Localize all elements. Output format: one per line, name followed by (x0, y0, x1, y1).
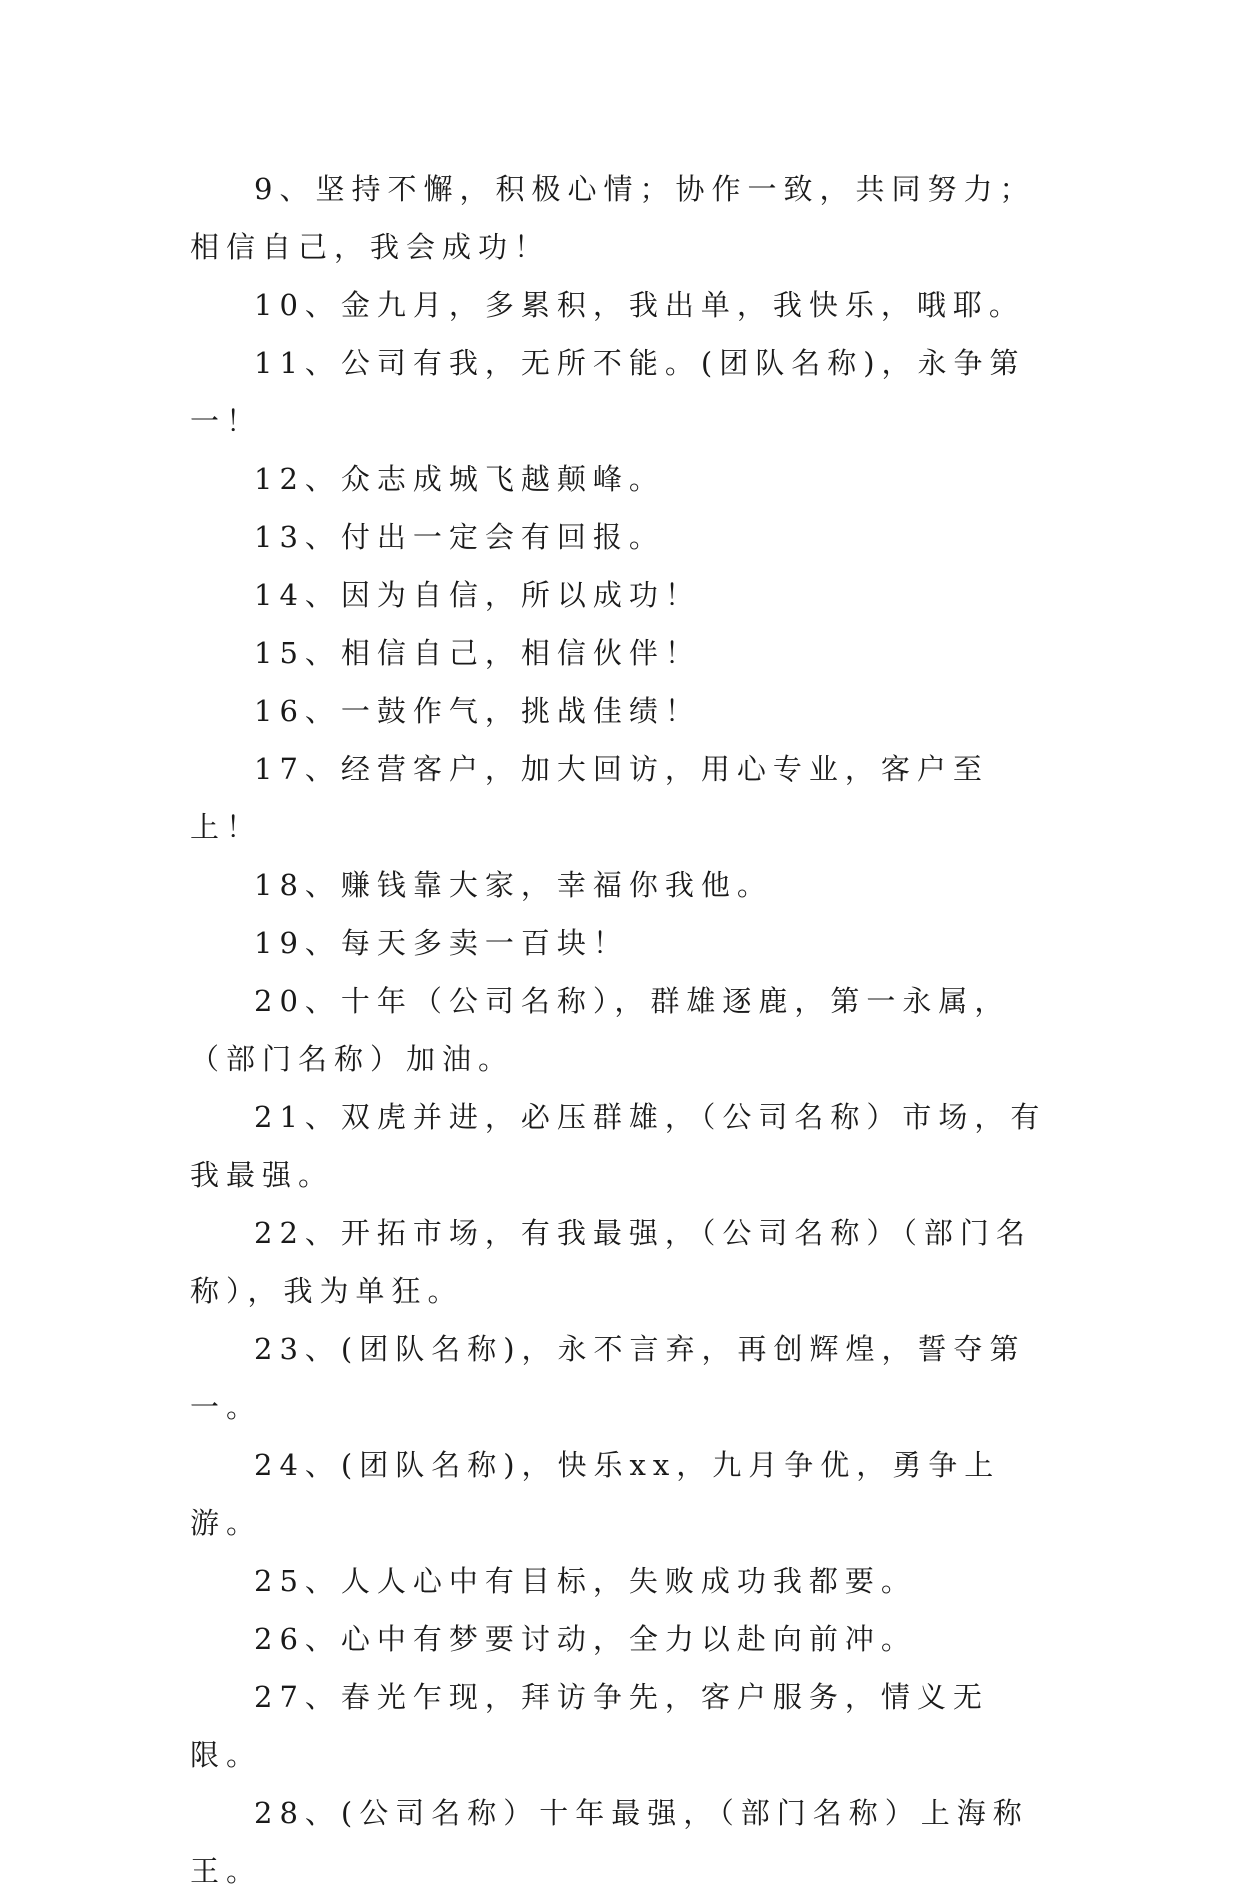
slogan-paragraph: 26、心中有梦要讨动，全力以赴向前冲。 (254, 1622, 917, 1656)
slogan-paragraph: 14、因为自信，所以成功！ (254, 578, 701, 612)
slogan-paragraph: 15、相信自己，相信伙伴！ (254, 636, 701, 670)
slogan-paragraph: 18、赚钱靠大家，幸福你我他。 (254, 868, 773, 902)
slogan-paragraph: 20、十年（公司名称），群雄逐鹿，第一永属，（部门名称）加油。 (190, 984, 1011, 1076)
slogan-paragraph: 21、双虎并进，必压群雄，（公司名称）市场，有我最强。 (190, 1100, 1047, 1192)
slogan-paragraph: 10、金九月，多累积，我出单，我快乐，哦耶。 (254, 288, 1025, 322)
slogan-paragraph: 24、(团队名称)，快乐xx，九月争优，勇争上游。 (190, 1448, 1001, 1540)
slogan-paragraph: 28、(公司名称）十年最强，（部门名称）上海称王。 (190, 1796, 1029, 1888)
slogan-paragraph: 16、一鼓作气，挑战佳绩！ (254, 694, 701, 728)
slogan-paragraph: 25、人人心中有目标，失败成功我都要。 (254, 1564, 917, 1598)
slogan-paragraph: 13、付出一定会有回报。 (254, 520, 665, 554)
document-body (190, 160, 1060, 1900)
slogan-paragraph: 22、开拓市场，有我最强，（公司名称）（部门名称），我为单狂。 (190, 1216, 1032, 1308)
slogan-paragraph: 17、经营客户，加大回访，用心专业，客户至上！ (190, 752, 989, 844)
slogan-paragraph: 11、公司有我，无所不能。(团队名称)，永争第一！ (190, 346, 1026, 438)
slogan-paragraph: 9、坚持不懈，积极心情；协作一致，共同努力；相信自己，我会成功！ (190, 172, 1036, 264)
slogan-paragraph: 27、春光乍现，拜访争先，客户服务，情义无限。 (190, 1680, 989, 1772)
slogan-paragraph: 19、每天多卖一百块！ (254, 926, 629, 960)
slogan-paragraph: 12、众志成城飞越颠峰。 (254, 462, 665, 496)
slogan-paragraph: 23、(团队名称)，永不言弃，再创辉煌，誓夺第一。 (190, 1332, 1026, 1424)
